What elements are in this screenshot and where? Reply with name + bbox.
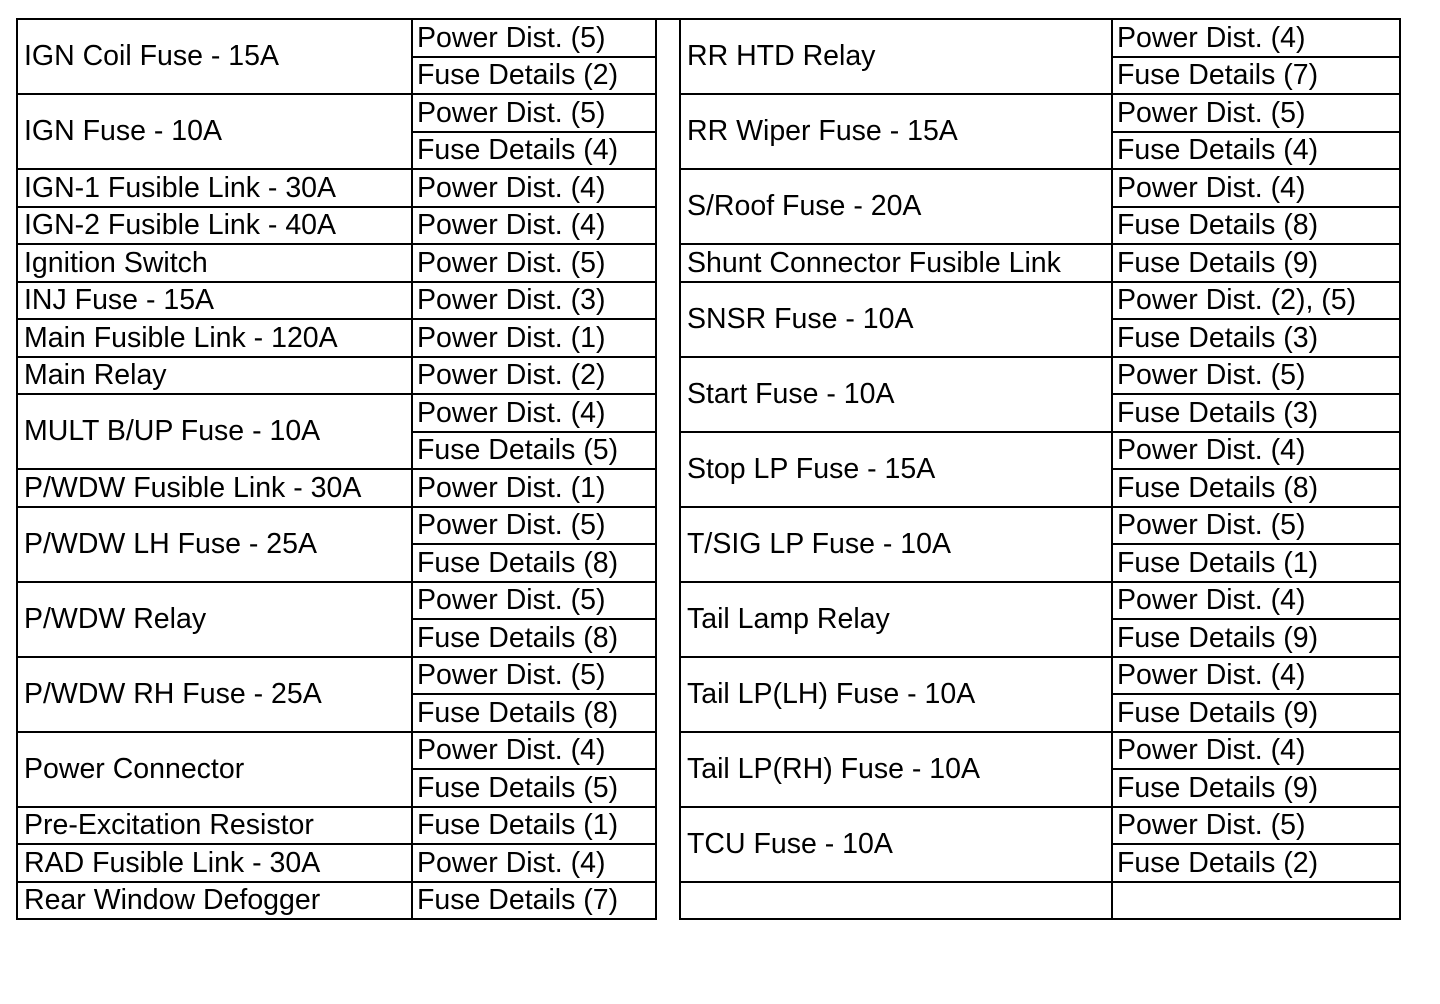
reference-cell: Power Dist. (5): [1112, 507, 1400, 545]
table-row: [17, 657, 1400, 695]
reference-cell: Power Dist. (4): [1112, 582, 1400, 620]
reference-cell: Fuse Details (5): [412, 769, 656, 807]
table-row: [17, 732, 1400, 770]
component-name-cell: Rear Window Defogger: [17, 882, 412, 920]
table-row: [17, 582, 1400, 620]
fuse-index-table: [16, 18, 1401, 920]
reference-cell: Power Dist. (4): [1112, 169, 1400, 207]
reference-cell: Power Dist. (3): [412, 282, 656, 320]
reference-cell: Fuse Details (4): [412, 132, 656, 170]
reference-cell: Fuse Details (9): [1112, 769, 1400, 807]
reference-cell: Fuse Details (8): [412, 544, 656, 582]
reference-cell: Power Dist. (1): [412, 319, 656, 357]
reference-cell: Fuse Details (1): [412, 807, 656, 845]
component-name-cell: Pre-Excitation Resistor: [17, 807, 412, 845]
component-name-cell: IGN-1 Fusible Link - 30A: [17, 169, 412, 207]
component-name-cell: Ignition Switch: [17, 244, 412, 282]
reference-cell: Fuse Details (8): [1112, 207, 1400, 245]
table-row: [17, 882, 1400, 920]
reference-cell: Power Dist. (4): [412, 169, 656, 207]
component-name-cell: Tail LP(RH) Fuse - 10A: [680, 732, 1112, 807]
table-row: [17, 807, 1400, 845]
component-name-cell: P/WDW LH Fuse - 25A: [17, 507, 412, 582]
reference-cell: Fuse Details (1): [1112, 544, 1400, 582]
component-name-cell: RAD Fusible Link - 30A: [17, 844, 412, 882]
reference-cell: Fuse Details (8): [1112, 469, 1400, 507]
reference-cell: Power Dist. (5): [412, 507, 656, 545]
component-name-cell: Stop LP Fuse - 15A: [680, 432, 1112, 507]
component-name-cell: Main Fusible Link - 120A: [17, 319, 412, 357]
component-name-cell: P/WDW Relay: [17, 582, 412, 657]
reference-cell: Fuse Details (8): [412, 694, 656, 732]
table-row: [17, 507, 1400, 545]
table-row: [17, 169, 1400, 207]
component-name-cell: RR Wiper Fuse - 15A: [680, 94, 1112, 169]
component-name-cell: IGN-2 Fusible Link - 40A: [17, 207, 412, 245]
reference-cell: Power Dist. (5): [1112, 94, 1400, 132]
component-name-cell: IGN Coil Fuse - 15A: [17, 19, 412, 94]
reference-cell: Power Dist. (5): [412, 657, 656, 695]
reference-cell: Fuse Details (2): [1112, 844, 1400, 882]
reference-cell: Power Dist. (2), (5): [1112, 282, 1400, 320]
reference-cell: Fuse Details (3): [1112, 394, 1400, 432]
reference-cell: Fuse Details (3): [1112, 319, 1400, 357]
reference-cell: Power Dist. (4): [412, 732, 656, 770]
reference-cell: Power Dist. (5): [412, 19, 656, 57]
component-name-cell: Shunt Connector Fusible Link: [680, 244, 1112, 282]
column-separator: [656, 19, 680, 919]
table-row: [17, 357, 1400, 395]
reference-cell: Power Dist. (4): [1112, 19, 1400, 57]
reference-cell: Fuse Details (9): [1112, 244, 1400, 282]
table-row: [17, 282, 1400, 320]
reference-cell: Fuse Details (7): [412, 882, 656, 920]
component-name-cell: INJ Fuse - 15A: [17, 282, 412, 320]
component-name-cell: Power Connector: [17, 732, 412, 807]
component-name-cell: Tail Lamp Relay: [680, 582, 1112, 657]
component-name-cell: S/Roof Fuse - 20A: [680, 169, 1112, 244]
table-row: [17, 244, 1400, 282]
component-name-cell: P/WDW RH Fuse - 25A: [17, 657, 412, 732]
reference-cell: Power Dist. (5): [1112, 357, 1400, 395]
reference-cell: Power Dist. (2): [412, 357, 656, 395]
component-name-cell: TCU Fuse - 10A: [680, 807, 1112, 882]
component-name-cell: Main Relay: [17, 357, 412, 395]
component-name-cell: Tail LP(LH) Fuse - 10A: [680, 657, 1112, 732]
table-row: [17, 19, 1400, 57]
reference-cell: Power Dist. (4): [412, 207, 656, 245]
reference-cell: Power Dist. (5): [412, 244, 656, 282]
reference-cell: Power Dist. (4): [1112, 732, 1400, 770]
table-row: [17, 94, 1400, 132]
reference-cell: [1112, 882, 1400, 920]
reference-cell: Power Dist. (4): [1112, 432, 1400, 470]
reference-cell: Fuse Details (7): [1112, 57, 1400, 95]
reference-cell: Power Dist. (4): [412, 394, 656, 432]
reference-cell: Fuse Details (2): [412, 57, 656, 95]
reference-cell: Power Dist. (5): [412, 582, 656, 620]
component-name-cell: Start Fuse - 10A: [680, 357, 1112, 432]
component-name-cell: P/WDW Fusible Link - 30A: [17, 469, 412, 507]
reference-cell: Fuse Details (4): [1112, 132, 1400, 170]
component-name-cell: MULT B/UP Fuse - 10A: [17, 394, 412, 469]
reference-cell: Fuse Details (9): [1112, 619, 1400, 657]
component-name-cell: SNSR Fuse - 10A: [680, 282, 1112, 357]
reference-cell: Fuse Details (8): [412, 619, 656, 657]
component-name-cell: [680, 882, 1112, 920]
reference-cell: Fuse Details (9): [1112, 694, 1400, 732]
reference-cell: Power Dist. (4): [1112, 657, 1400, 695]
reference-cell: Power Dist. (4): [412, 844, 656, 882]
reference-cell: Power Dist. (5): [1112, 807, 1400, 845]
reference-cell: Power Dist. (1): [412, 469, 656, 507]
reference-cell: Fuse Details (5): [412, 432, 656, 470]
reference-cell: Power Dist. (5): [412, 94, 656, 132]
component-name-cell: T/SIG LP Fuse - 10A: [680, 507, 1112, 582]
component-name-cell: IGN Fuse - 10A: [17, 94, 412, 169]
component-name-cell: RR HTD Relay: [680, 19, 1112, 94]
